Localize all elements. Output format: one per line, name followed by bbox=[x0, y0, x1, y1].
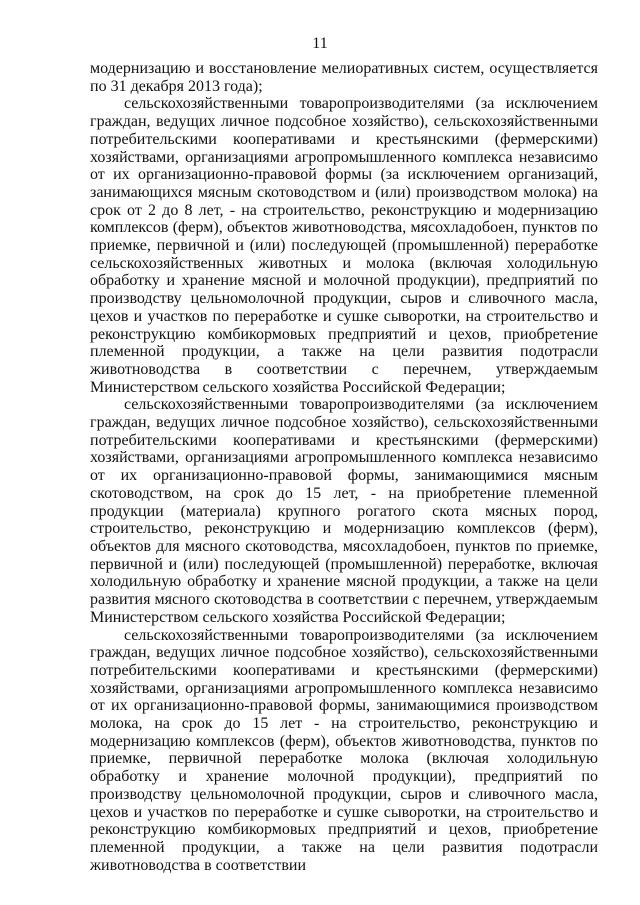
paragraph-general-producers: сельскохозяйственными товаропроизводителями (за исключением граждан, ведущих личное подсобное хозяйство), сельскохозяйственными потребительскими кооперативами и крестьянскими (фермерскими) хозяйствами, организациями агропромышленного комплекса независимо от их организационно-правовой формы (за исключением организаций, занимающихся мясным скотоводством и (или) производством молока) на срок от 2 до 8 лет, - на строительство, реконструкцию и модернизацию комплексов (ферм), объектов животноводства, мясохладобоен, пунктов по приемке, первичной и (или) последующей (промышленной) переработке сельскохозяйственных животных и молока (включая холодильную обработку и хранение мясной и молочной продукции), предприятий по производству цельномолочной продукции, сыров и сливочного масла, цехов и участков по переработке и сушке сыворотки, на строительство и реконструкцию комбикормовых предприятий и цехов, приобретение племенной продукции, а также на цели развития подотрасли животноводства в соответствии с перечнем, утверждаемым Министерством сельского хозяйства Российской Федерации; bbox=[90, 95, 598, 396]
page-number: 11 bbox=[312, 35, 328, 52]
paragraph-beef-cattle: сельскохозяйственными товаропроизводителями (за исключением граждан, ведущих личное подсобное хозяйство), сельскохозяйственными потребительскими кооперативами и крестьянскими (фермерскими) хозяйствами, организациями агропромышленного комплекса независимо от их организационно-правовой формы, занимающимися мясным скотоводством, на срок до 15 лет, - на приобретение племенной продукции (материала) крупного рогатого скота мясных пород, строительство, реконструкцию и модернизацию комплексов (ферм), объектов для мясного скотоводства, мясохладобоен, пунктов по приемке, первичной и (или) последующей (промышленной) переработке, включая холодильную обработку и хранение мясной продукции, а также на цели развития мясного скотоводства в соответствии с перечнем, утверждаемым Министерством сельского хозяйства Российской Федерации; bbox=[90, 396, 598, 626]
paragraph-continuation: модернизацию и восстановление мелиоративных систем, осуществляется по 31 декабря 2013 года); bbox=[90, 60, 598, 95]
document-body bbox=[90, 60, 598, 874]
paragraph-dairy: сельскохозяйственными товаропроизводителями (за исключением граждан, ведущих личное подсобное хозяйство), сельскохозяйственными потребительскими кооперативами и крестьянскими (фермерскими) хозяйствами, организациями агропромышленного комплекса независимо от их организационно-правовой формы, занимающимися производством молока, на срок до 15 лет - на строительство, реконструкцию и модернизацию комплексов (ферм), объектов животноводства, пунктов по приемке, первичной переработке молока (включая холодильную обработку и хранение молочной продукции), предприятий по производству цельномолочной продукции, сыров и сливочного масла, цехов и участков по переработке и сушке сыворотки, на строительство и реконструкцию комбикормовых предприятий и цехов, приобретение племенной продукции, а также на цели развития подотрасли животноводства в соответствии bbox=[90, 626, 598, 874]
